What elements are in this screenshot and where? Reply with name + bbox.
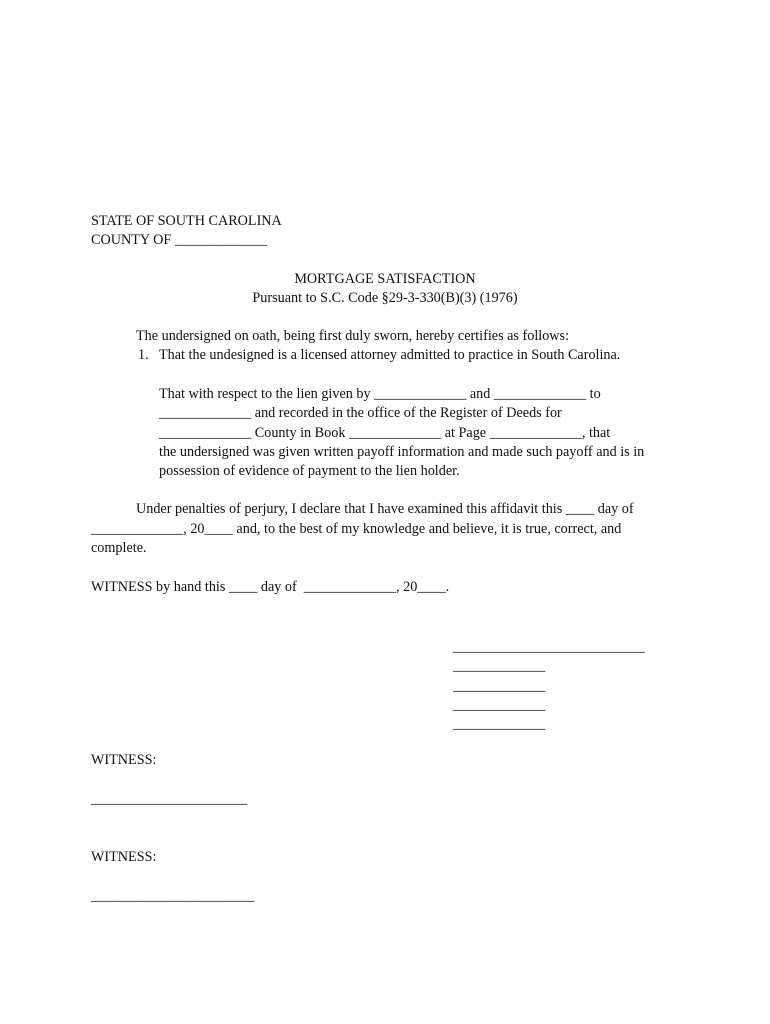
intro-paragraph: The undersigned on oath, being first duly sworn, hereby certifies as follows: — [136, 328, 570, 344]
address-line: _____________ — [453, 678, 546, 694]
state-heading: STATE OF SOUTH CAROLINA — [91, 213, 282, 229]
perjury-line: Under penalties of perjury, I declare that I have examined this affidavit this ____ day of — [136, 501, 634, 517]
signature-line: ___________________________ — [453, 639, 645, 655]
witness-label: WITNESS: — [91, 752, 157, 768]
perjury-line: complete. — [91, 540, 147, 556]
item-text: That the undesigned is a licensed attorney admitted to practice in South Carolina. — [159, 347, 621, 363]
phone-line: _____________ — [453, 716, 546, 732]
lien-line: _____________ and recorded in the office of the Register of Deeds for — [159, 405, 562, 421]
witness-label: WITNESS: — [91, 849, 157, 865]
document-title: MORTGAGE SATISFACTION — [294, 271, 476, 287]
document-subtitle: Pursuant to S.C. Code §29-3-330(B)(3) (1976) — [252, 290, 518, 306]
item-number: 1. — [138, 347, 149, 363]
witness-signature-line: ______________________ — [91, 791, 248, 807]
witness-signature-line: _______________________ — [91, 888, 255, 904]
county-heading: COUNTY OF _____________ — [91, 232, 268, 248]
lien-line: possession of evidence of payment to the lien holder. — [159, 463, 460, 479]
witness-hand-line: WITNESS by hand this ____ day of _____________, 20____. — [91, 579, 450, 595]
lien-line: _____________ County in Book _____________ at Page _____________, that — [159, 425, 611, 441]
lien-line: That with respect to the lien given by _____________ and _____________ to — [159, 386, 601, 402]
address-line: _____________ — [453, 697, 546, 713]
name-line: _____________ — [453, 658, 546, 674]
lien-line: the undersigned was given written payoff information and made such payoff and is in — [159, 444, 645, 460]
perjury-line: _____________, 20____ and, to the best of my knowledge and believe, it is true, correct, and — [91, 521, 622, 537]
